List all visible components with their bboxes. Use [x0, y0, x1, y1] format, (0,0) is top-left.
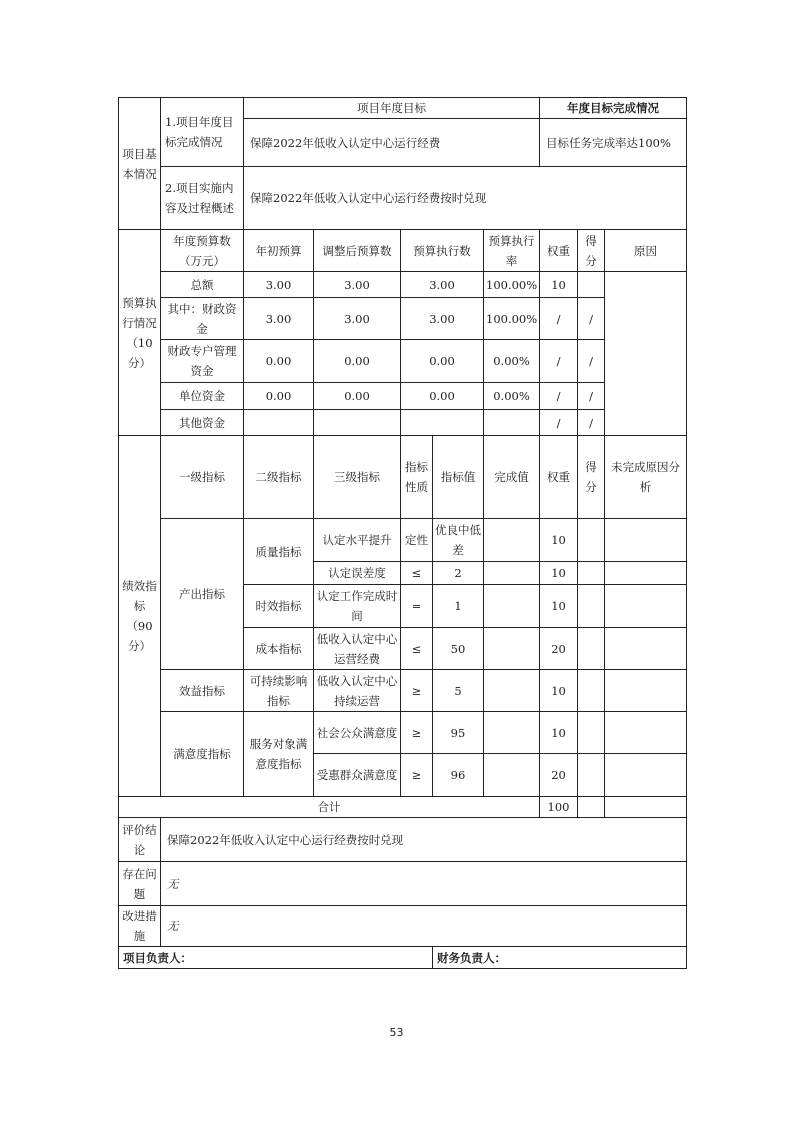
- budget-executed: 0.00: [401, 383, 484, 410]
- budget-score: [578, 272, 605, 298]
- level2-indicator: 服务对象满意度指标: [244, 712, 314, 797]
- problems-value: 无: [161, 862, 687, 906]
- budget-header: 原因: [605, 230, 687, 272]
- conclusion-value: 保障2022年低收入认定中心运行经费按时兑现: [161, 818, 687, 862]
- budget-header: 年度预算数（万元）: [161, 230, 244, 272]
- level3-indicator: 受惠群众满意度: [314, 754, 401, 797]
- indicator-nature: 定性: [401, 519, 433, 562]
- total-label: 合计: [119, 797, 540, 818]
- budget-rate: 100.00%: [484, 298, 540, 340]
- indicator-score: [578, 562, 605, 585]
- budget-adjusted: 0.00: [314, 383, 401, 410]
- section-basic-label: 项目基本情况: [119, 98, 161, 230]
- indicator-weight: 10: [540, 562, 578, 585]
- improvements-value: 无: [161, 906, 687, 947]
- perf-row: [119, 712, 687, 754]
- perf-header: 完成值: [484, 436, 540, 519]
- perf-header: 一级指标: [161, 436, 244, 519]
- indicator-reason: [605, 519, 687, 562]
- budget-name: 单位资金: [161, 383, 244, 410]
- budget-score: /: [578, 298, 605, 340]
- budget-reason: [605, 272, 687, 436]
- indicator-target: 96: [433, 754, 484, 797]
- budget-rate: 0.00%: [484, 340, 540, 383]
- improvements-label: 改进措施: [119, 906, 161, 947]
- completion-header: 年度目标完成情况: [540, 98, 687, 119]
- budget-name: 其他资金: [161, 410, 244, 436]
- budget-header: 预算执行率: [484, 230, 540, 272]
- budget-initial: 0.00: [244, 383, 314, 410]
- total-row: [119, 797, 687, 818]
- indicator-actual: [484, 519, 540, 562]
- level1-indicator: 效益指标: [161, 670, 244, 712]
- budget-score: /: [578, 410, 605, 436]
- budget-header: 年初预算: [244, 230, 314, 272]
- project-lead-signature: 项目负责人：: [119, 947, 433, 969]
- perf-header: 得分: [578, 436, 605, 519]
- indicator-reason: [605, 562, 687, 585]
- indicator-nature: ≥: [401, 712, 433, 754]
- budget-adjusted: [314, 410, 401, 436]
- indicator-nature: ≥: [401, 670, 433, 712]
- indicator-reason: [605, 670, 687, 712]
- budget-score: /: [578, 340, 605, 383]
- level3-indicator: 认定水平提升: [314, 519, 401, 562]
- indicator-nature: ≥: [401, 754, 433, 797]
- section-budget-label: 预算执行情况（10分）: [119, 230, 161, 436]
- indicator-actual: [484, 712, 540, 754]
- budget-name: 总额: [161, 272, 244, 298]
- indicator-score: [578, 754, 605, 797]
- perf-header: 三级指标: [314, 436, 401, 519]
- indicator-target: 5: [433, 670, 484, 712]
- level1-indicator: 产出指标: [161, 519, 244, 670]
- completion-value: 目标任务完成率达100%: [540, 119, 687, 167]
- indicator-score: [578, 585, 605, 628]
- indicator-weight: 10: [540, 519, 578, 562]
- level3-indicator: 低收入认定中心运营经费: [314, 628, 401, 670]
- indicator-weight: 10: [540, 585, 578, 628]
- indicator-weight: 20: [540, 628, 578, 670]
- budget-initial: 3.00: [244, 272, 314, 298]
- indicator-reason: [605, 585, 687, 628]
- level2-indicator: 时效指标: [244, 585, 314, 628]
- perf-row: [119, 519, 687, 562]
- indicator-score: [578, 519, 605, 562]
- budget-adjusted: 3.00: [314, 272, 401, 298]
- indicator-target: 1: [433, 585, 484, 628]
- perf-header: 指标值: [433, 436, 484, 519]
- indicator-reason: [605, 754, 687, 797]
- item1-label: 1.项目年度目标完成情况: [161, 98, 244, 167]
- indicator-nature: ≤: [401, 562, 433, 585]
- level3-indicator: 认定工作完成时间: [314, 585, 401, 628]
- indicator-weight: 10: [540, 670, 578, 712]
- budget-weight: 10: [540, 272, 578, 298]
- item2-value: 保障2022年低收入认定中心运行经费按时兑现: [244, 167, 687, 230]
- indicator-target: 95: [433, 712, 484, 754]
- budget-row: [119, 383, 687, 410]
- indicator-actual: [484, 754, 540, 797]
- budget-name: 其中：财政资金: [161, 298, 244, 340]
- goal-header: 项目年度目标: [244, 98, 540, 119]
- budget-row: [119, 298, 687, 340]
- budget-initial: 0.00: [244, 340, 314, 383]
- indicator-target: 2: [433, 562, 484, 585]
- indicator-actual: [484, 670, 540, 712]
- perf-header: 权重: [540, 436, 578, 519]
- budget-initial: [244, 410, 314, 436]
- budget-name: 财政专户管理资金: [161, 340, 244, 383]
- indicator-actual: [484, 628, 540, 670]
- finance-lead-signature: 财务负责人：: [433, 947, 687, 969]
- budget-executed: 0.00: [401, 340, 484, 383]
- budget-rate: 100.00%: [484, 272, 540, 298]
- indicator-weight: 20: [540, 754, 578, 797]
- budget-weight: /: [540, 340, 578, 383]
- budget-executed: 3.00: [401, 272, 484, 298]
- level2-indicator: 质量指标: [244, 519, 314, 585]
- page-number: 53: [389, 1026, 404, 1039]
- perf-header: 二级指标: [244, 436, 314, 519]
- budget-adjusted: 3.00: [314, 298, 401, 340]
- budget-weight: /: [540, 383, 578, 410]
- level3-indicator: 低收入认定中心持续运营: [314, 670, 401, 712]
- budget-weight: /: [540, 298, 578, 340]
- budget-row: [119, 410, 687, 436]
- level3-indicator: 认定误差度: [314, 562, 401, 585]
- indicator-reason: [605, 712, 687, 754]
- indicator-score: [578, 712, 605, 754]
- level2-indicator: 成本指标: [244, 628, 314, 670]
- indicator-target: 优良中低差: [433, 519, 484, 562]
- budget-initial: 3.00: [244, 298, 314, 340]
- budget-adjusted: 0.00: [314, 340, 401, 383]
- conclusion-label: 评价结论: [119, 818, 161, 862]
- level1-indicator: 满意度指标: [161, 712, 244, 797]
- level3-indicator: 社会公众满意度: [314, 712, 401, 754]
- budget-rate: [484, 410, 540, 436]
- total-weight: 100: [540, 797, 578, 818]
- indicator-weight: 10: [540, 712, 578, 754]
- goal-value: 保障2022年低收入认定中心运行经费: [244, 119, 540, 167]
- indicator-reason: [605, 628, 687, 670]
- budget-header: 权重: [540, 230, 578, 272]
- total-score: [578, 797, 605, 818]
- indicator-target: 50: [433, 628, 484, 670]
- problems-label: 存在问题: [119, 862, 161, 906]
- budget-weight: /: [540, 410, 578, 436]
- section-performance-label: 绩效指标（90分）: [119, 436, 161, 797]
- budget-score: /: [578, 383, 605, 410]
- indicator-score: [578, 670, 605, 712]
- budget-row: [119, 340, 687, 383]
- indicator-actual: [484, 562, 540, 585]
- budget-executed: 3.00: [401, 298, 484, 340]
- indicator-actual: [484, 585, 540, 628]
- indicator-nature: ≤: [401, 628, 433, 670]
- total-reason: [605, 797, 687, 818]
- perf-header: 未完成原因分析: [605, 436, 687, 519]
- indicator-nature: =: [401, 585, 433, 628]
- budget-rate: 0.00%: [484, 383, 540, 410]
- indicator-score: [578, 628, 605, 670]
- budget-header: 调整后预算数: [314, 230, 401, 272]
- budget-row: [119, 272, 687, 298]
- perf-row: [119, 670, 687, 712]
- perf-header: 指标性质: [401, 436, 433, 519]
- performance-evaluation-table: [118, 97, 687, 969]
- budget-header: 得分: [578, 230, 605, 272]
- item2-label: 2.项目实施内容及过程概述: [161, 167, 244, 230]
- level2-indicator: 可持续影响指标: [244, 670, 314, 712]
- budget-executed: [401, 410, 484, 436]
- budget-header: 预算执行数: [401, 230, 484, 272]
